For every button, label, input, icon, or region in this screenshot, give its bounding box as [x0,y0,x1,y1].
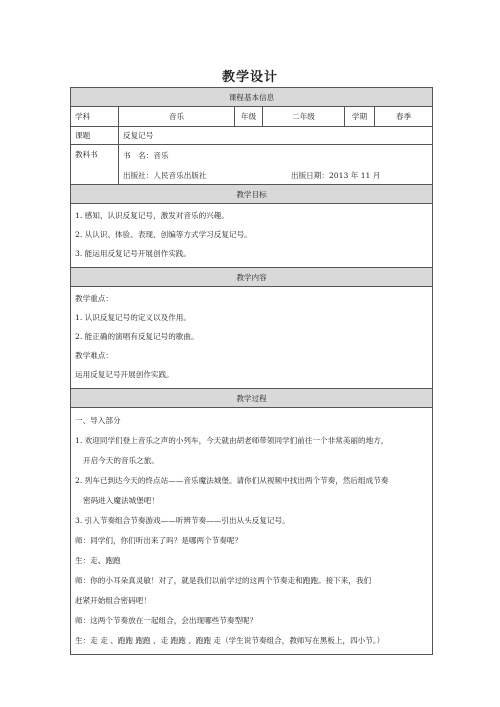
section-title: 一、导入部分 [75,416,121,425]
goal-item: 1. 感知、认识反复记号，激发对音乐的兴趣。 [75,211,229,220]
key-point-item: 1. 认识反复记号的定义以及作用。 [75,313,191,322]
page-title: 教学设计 [221,70,278,85]
dialogue-line: 师：这两个节奏放在一起组合，会出现哪些节奏型呢？ [75,616,258,625]
goal-item: 2. 从认识、体验、表现、创编等方式学习反复记号。 [75,230,252,239]
content-header: 教学内容 [71,268,433,287]
process-step: 3. 引入节奏组合节奏游戏——听辨节奏——引出从头反复记号。 [75,516,290,525]
process-body [71,408,433,655]
subject-value: 音乐 [119,107,235,127]
goals-header: 教学目标 [71,185,433,204]
process-step: 1. 欢迎同学们登上音乐之声的小列车，今天就由胡老师带领同学们前往一个非常美丽的地方， [75,436,389,445]
dialogue-line-cont: 赶紧开始组合密码吧！ [75,596,151,605]
process-header: 教学过程 [71,389,433,408]
textbook-info [119,145,433,185]
process-step-cont: 开启今天的音乐之旅。 [83,456,159,465]
publish-date: 出版日期：2013 年 11 月 [291,171,381,180]
grade-value: 二年级 [263,107,345,127]
difficulty-text: 运用反复记号开展创作实践。 [75,370,174,379]
topic-value: 反复记号 [119,127,433,145]
key-point-item: 2. 能正确的演唱有反复记号的歌曲。 [75,332,199,341]
dialogue-line: 生：走 走 、跑跑 跑跑 、走 跑跑 、跑跑 走（学生说节奏组合，教师写在黑板上，四小节。） [75,636,385,645]
dialogue-line: 生：走、跑跑 [75,556,121,565]
publisher-row [123,168,428,184]
textbook-label: 教科书 [71,145,119,185]
term-value: 春季 [375,107,433,127]
difficulty-label: 教学难点： [75,351,113,360]
topic-label: 课题 [71,127,119,145]
key-points-label: 教学重点： [75,294,113,303]
process-step-cont: 密码进入魔法城堡吧！ [83,496,159,505]
publisher: 出版社：人民音乐出版社 [123,171,207,180]
grade-label: 年级 [235,107,263,127]
term-label: 学期 [345,107,375,127]
goal-item: 3. 能运用反复记号开展创作实践。 [75,249,191,258]
dialogue-line: 师：你的小耳朵真灵敏！对了，就是我们以前学过的这两个节奏走和跑跑。接下来，我们 [75,576,372,585]
basic-info-header: 课程基本信息 [71,88,433,107]
subject-label: 学科 [71,107,119,127]
content-body [71,287,433,389]
dialogue-line: 师：同学们，你们听出来了吗？是哪两个节奏呢？ [75,536,243,545]
lesson-plan-table [70,87,433,655]
goals-body [71,204,433,268]
process-step: 2. 列车已到达今天的终点站——音乐魔法城堡。请你们从视频中找出两个节奏，然后组成节奏 [75,476,389,485]
book-name: 书 名：音乐 [123,151,169,160]
